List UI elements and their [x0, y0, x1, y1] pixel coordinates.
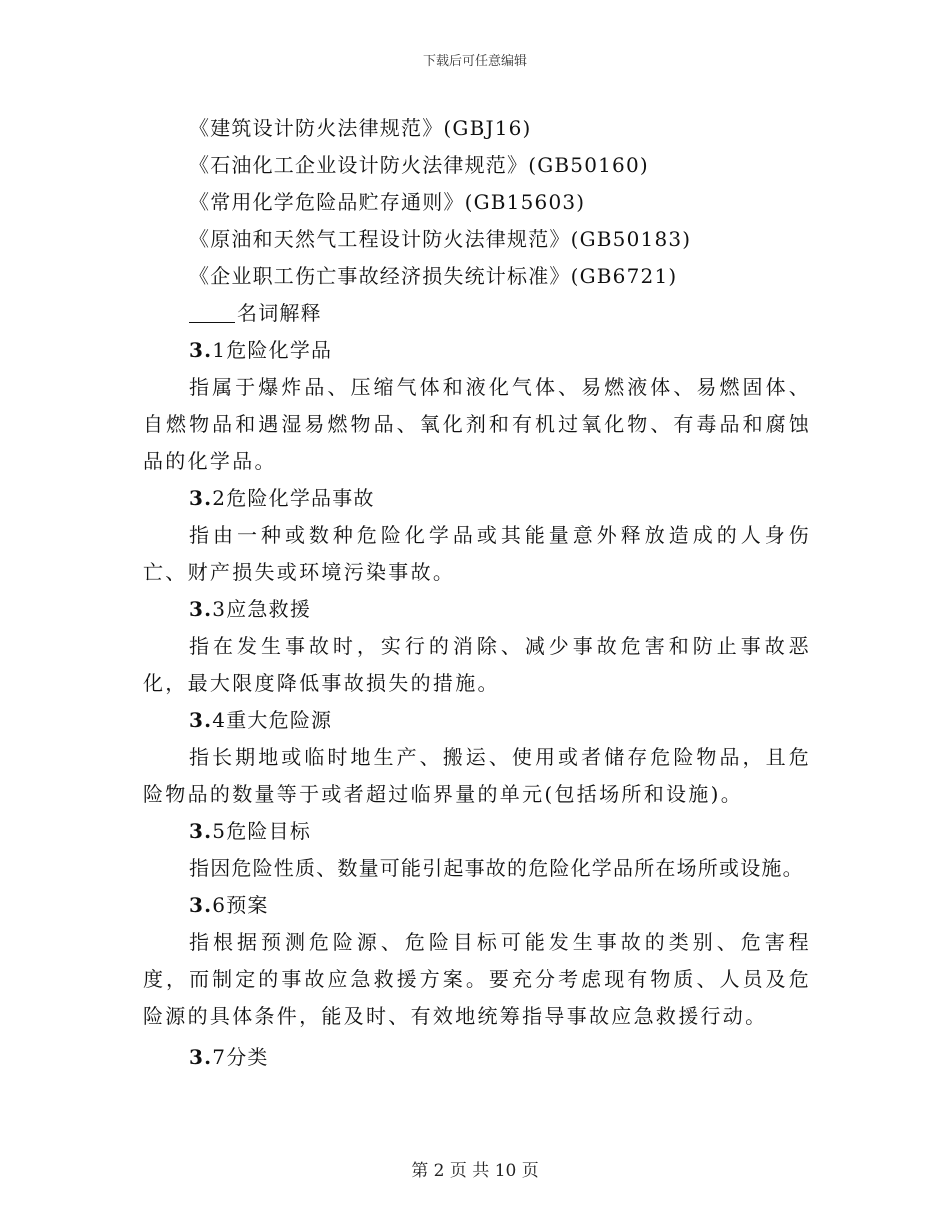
term-definition: 指长期地或临时地生产、搬运、使用或者储存危险物品，且危险物品的数量等于或者超过临界量的单元(包括场所和设施)。 [143, 745, 811, 806]
section-title: 名词解释 [237, 301, 322, 325]
term-heading: 3.7分类 [189, 1045, 269, 1069]
term-title: 危险目标 [226, 819, 312, 843]
section-heading [143, 295, 811, 332]
term-definition: 指根据预测危险源、危险目标可能发生事故的类别、危害程度，而制定的事故应急救援方案。要充分考虑现有物质、人员及危险源的具体条件，能及时、有效地统筹指导事故应急救援行动。 [143, 930, 811, 1028]
term-title: 重大危险源 [226, 708, 333, 732]
term-heading: 3.6预案 [189, 893, 269, 917]
term-title: 预案 [226, 893, 269, 917]
page-footer: 第 2 页 共 10 页 [411, 1161, 539, 1181]
term-definition: 指属于爆炸品、压缩气体和液化气体、易燃液体、易燃固体、自燃物品和遇湿易燃物品、氧化剂和有机过氧化物、有毒品和腐蚀品的化学品。 [143, 375, 811, 473]
term-heading: 3.2危险化学品事故 [189, 486, 375, 510]
term-title: 危险化学品 [226, 338, 333, 362]
reference-item: 《石油化工企业设计防火法律规范》(GB50160) [189, 153, 649, 177]
reference-item: 《企业职工伤亡事故经济损失统计标准》(GB6721) [189, 264, 678, 288]
term-title: 应急救援 [226, 597, 312, 621]
term-heading: 3.5危险目标 [189, 819, 312, 843]
term-definition: 指在发生事故时，实行的消除、减少事故危害和防止事故恶化，最大限度降低事故损失的措施。 [143, 634, 811, 695]
page-header: 下载后可任意编辑 [422, 54, 527, 69]
blank-underline [189, 302, 235, 323]
term-definition: 指由一种或数种危险化学品或其能量意外释放造成的人身伤亡、财产损失或环境污染事故。 [143, 523, 811, 584]
term-title: 危险化学品事故 [226, 486, 375, 510]
term-definition: 指因危险性质、数量可能引起事故的危险化学品所在场所或设施。 [189, 856, 804, 880]
term-title: 分类 [226, 1045, 269, 1069]
reference-item: 《建筑设计防火法律规范》(GBJ16) [189, 116, 532, 140]
document-body [143, 110, 811, 1076]
term-heading: 3.4重大危险源 [189, 708, 333, 732]
term-heading: 3.1危险化学品 [189, 338, 333, 362]
reference-item: 《原油和天然气工程设计防火法律规范》(GB50183) [189, 227, 692, 251]
reference-item: 《常用化学危险品贮存通则》(GB15603) [189, 190, 586, 214]
term-heading: 3.3应急救援 [189, 597, 312, 621]
